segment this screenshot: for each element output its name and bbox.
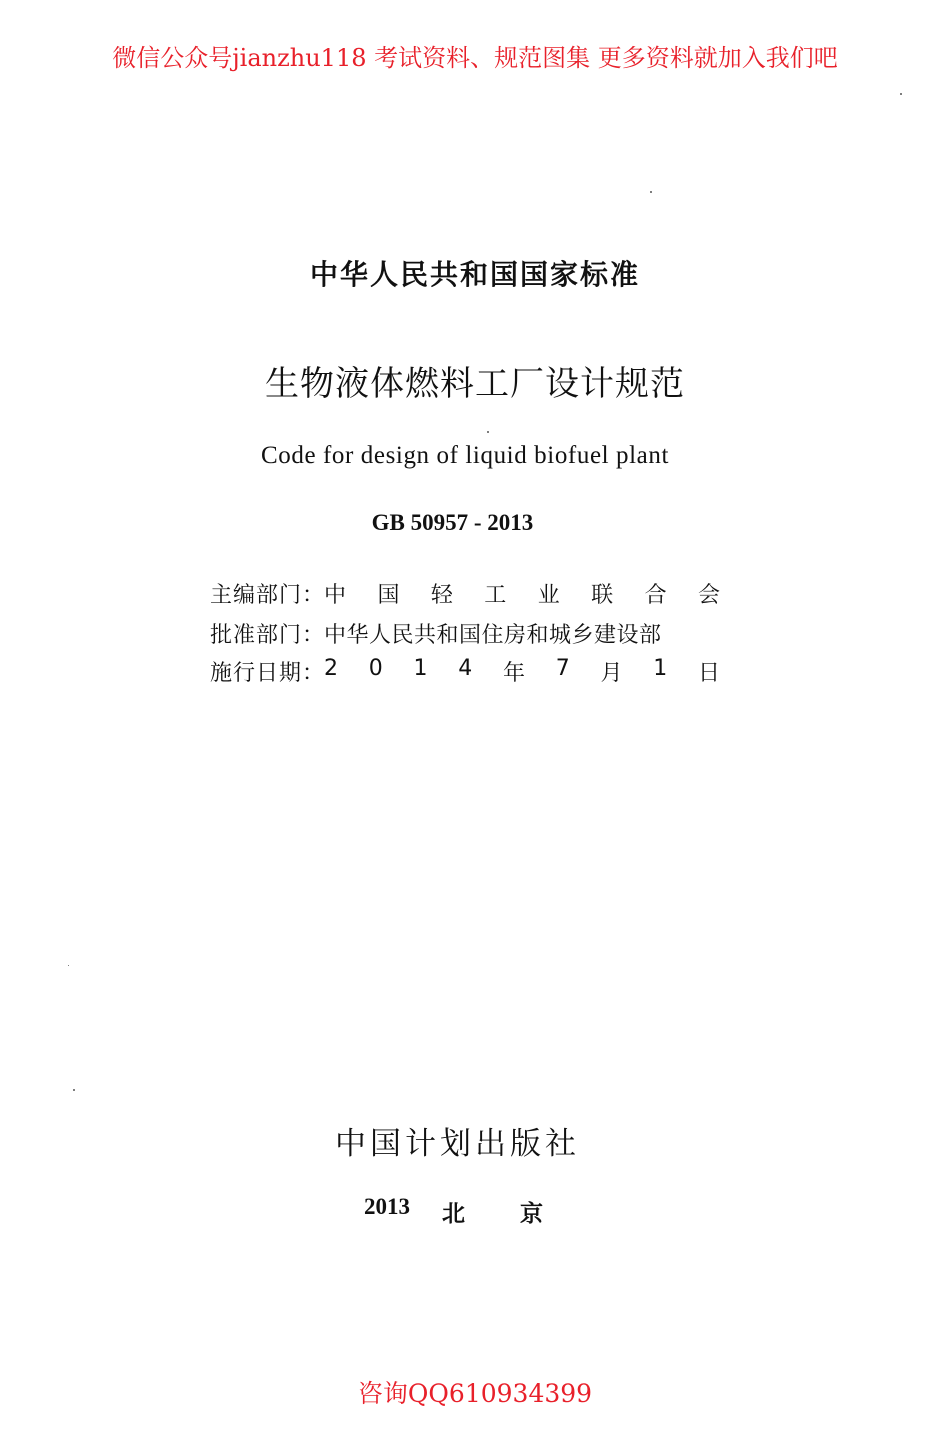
document-title-cn: 生物液体燃料工厂设计规范 bbox=[265, 364, 685, 404]
scan-speck bbox=[650, 191, 652, 193]
effective-date-char: 4 bbox=[458, 655, 473, 681]
editor-char: 中 bbox=[324, 582, 347, 608]
editor-separator: ： bbox=[302, 582, 325, 608]
editor-char: 工 bbox=[484, 582, 507, 608]
watermark-top: 微信公众号jianzhu118 考试资料、规范图集 更多资料就加入我们吧 bbox=[112, 44, 838, 72]
editor-char: 联 bbox=[591, 582, 614, 608]
effective-date-value bbox=[324, 656, 720, 687]
standard-code: GB 50957 - 2013 bbox=[371, 510, 534, 535]
editor-char: 业 bbox=[537, 582, 560, 608]
standard-type-heading: 中华人民共和国国家标准 bbox=[309, 258, 640, 291]
effective-date-char: 1 bbox=[413, 655, 428, 681]
effective-date-char: 月 bbox=[600, 660, 623, 686]
approver-row bbox=[210, 618, 720, 648]
scan-speck bbox=[73, 1089, 75, 1091]
editor-char: 合 bbox=[644, 582, 667, 608]
publication-year: 2013 bbox=[364, 1194, 410, 1219]
effective-date-char: 年 bbox=[502, 660, 525, 686]
editor-label: 主编部门 bbox=[210, 582, 303, 608]
publication-city-char: 北 bbox=[442, 1201, 465, 1227]
scan-speck bbox=[68, 965, 69, 966]
publication-city-char: 京 bbox=[520, 1201, 543, 1227]
document-title-en: Code for design of liquid biofuel plant bbox=[260, 442, 670, 469]
effective-date-label: 施行日期 bbox=[210, 660, 303, 686]
editor-char: 轻 bbox=[430, 582, 453, 608]
effective-date-char: 0 bbox=[368, 655, 383, 681]
approver-separator: ： bbox=[302, 622, 325, 648]
editor-char: 国 bbox=[377, 582, 400, 608]
publisher-name: 中国计划出版社 bbox=[335, 1126, 580, 1162]
editor-char: 会 bbox=[697, 582, 720, 608]
effective-date-char: 2 bbox=[324, 655, 339, 681]
editor-value bbox=[324, 578, 720, 609]
scan-speck bbox=[900, 93, 902, 95]
effective-date-row bbox=[210, 656, 720, 686]
watermark-bottom: 咨询QQ610934399 bbox=[357, 1379, 593, 1408]
effective-date-separator: ： bbox=[302, 660, 325, 686]
effective-date-char: 1 bbox=[653, 655, 668, 681]
approver-value: 中华人民共和国住房和城乡建设部 bbox=[324, 622, 662, 648]
approver-label: 批准部门 bbox=[210, 622, 303, 648]
effective-date-char: 日 bbox=[697, 660, 720, 686]
editor-row bbox=[210, 578, 720, 608]
scan-speck bbox=[487, 431, 489, 433]
effective-date-char: 7 bbox=[555, 655, 570, 681]
